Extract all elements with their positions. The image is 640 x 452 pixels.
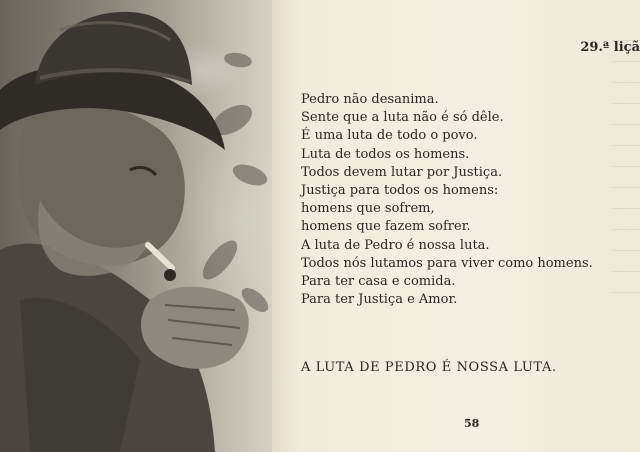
poem-line: Justiça para todos os homens: <box>301 183 499 199</box>
photo-illustration <box>0 0 272 452</box>
poem-line: A luta de Pedro é nossa luta. <box>301 237 490 253</box>
poem-line: Luta de todos os homens. <box>301 146 470 162</box>
poem-line: Todos nós lutamos para viver como homens. <box>301 255 593 271</box>
poem-line: Pedro não desanima. <box>301 92 439 107</box>
lesson-label: 29.ª liçã <box>580 40 640 55</box>
photograph-man-with-hat <box>0 0 272 452</box>
text-page <box>272 0 640 452</box>
poem-line: homens que sofrem, <box>301 201 435 217</box>
poem-line: É uma luta de todo o povo. <box>301 128 478 144</box>
slogan-heading: A LUTA DE PEDRO É NOSSA LUTA. <box>301 360 557 375</box>
poem-line: Todos devem lutar por Justiça. <box>301 164 503 180</box>
poem-line: Para ter Justiça e Amor. <box>301 292 458 308</box>
poem-line: homens que fazem sofrer. <box>301 219 471 235</box>
page-number: 58 <box>464 417 480 430</box>
poem-line: Para ter casa e comida. <box>301 274 456 290</box>
poem-line: Sente que a luta não é só dêle. <box>301 110 504 126</box>
poem-text <box>301 91 593 309</box>
page-show-through <box>612 40 640 360</box>
